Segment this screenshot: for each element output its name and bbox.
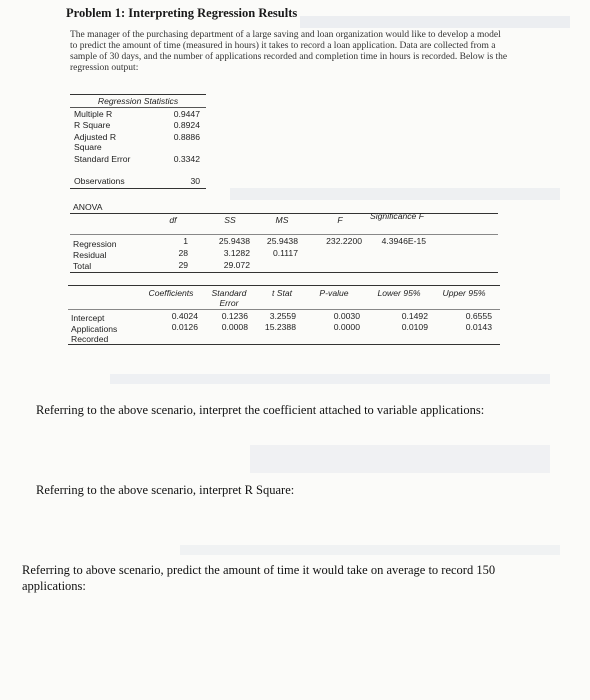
anova-label: ANOVA	[73, 202, 103, 212]
anova-row-label: Total	[73, 261, 92, 271]
coef-header-coefficients: Coefficients	[148, 288, 194, 298]
regression-statistics-table	[70, 94, 206, 192]
coefficients-table	[68, 285, 500, 347]
anova-header-significance-f: Significance F	[370, 211, 424, 221]
coef-p-value: 0.0000	[333, 322, 360, 332]
anova-df: 28	[178, 248, 188, 258]
coef-value: 0.4024	[171, 311, 198, 321]
background-watermark	[300, 16, 570, 28]
anova-ms: 0.1117	[272, 248, 298, 258]
anova-f: 232.2200	[326, 236, 362, 246]
problem-title: Problem 1: Interpreting Regression Results	[66, 6, 298, 20]
anova-header-df: df	[169, 215, 177, 225]
coef-header-standard-error: Standard Error	[211, 288, 247, 308]
stat-value: 0.8924	[173, 120, 200, 130]
coef-t-stat: 15.2388	[264, 322, 296, 332]
question-r-square-interpretation: Referring to the above scenario, interpret R Square:	[36, 483, 295, 497]
question-predict-150-applications: Referring to above scenario, predict the amount of time it would take on average to record 150 applications:	[22, 563, 496, 593]
anova-table	[70, 202, 498, 274]
background-watermark	[230, 188, 560, 200]
coef-header-lower-95: Lower 95%	[377, 288, 421, 298]
background-watermark	[250, 445, 550, 473]
coef-row-label: Applications Recorded	[71, 324, 118, 344]
stat-label: Adjusted R Square	[74, 132, 117, 152]
stat-value: 0.8886	[173, 132, 200, 142]
stat-value: 0.3342	[173, 154, 200, 164]
coef-upper-95: 0.6555	[465, 311, 492, 321]
anova-ms: 25.9438	[266, 236, 298, 246]
coef-header-p-value: P-value	[319, 288, 349, 298]
stat-value: 30	[190, 176, 200, 186]
coef-value: 0.0126	[171, 322, 198, 332]
anova-ss: 3.1282	[223, 248, 250, 258]
background-watermark	[110, 374, 550, 384]
anova-row-label: Regression	[73, 239, 117, 249]
coef-lower-95: 0.1492	[401, 311, 428, 321]
stat-label: R Square	[74, 120, 111, 130]
stat-label: Observations	[74, 176, 125, 186]
coef-standard-error: 0.1236	[221, 311, 248, 321]
anova-header-ss: SS	[224, 215, 236, 225]
coef-row-label: Intercept	[71, 313, 105, 323]
regression-statistics-header: Regression Statistics	[97, 96, 179, 106]
coef-p-value: 0.0030	[333, 311, 360, 321]
scenario-paragraph: The manager of the purchasing department of a large saving and loan organization would like to develop a model to predict the amount of time (measured in hours) it takes to record a loan application. Data are collected from a sample of 30 days, and the number of applications recorded and completion time in hours is recorded. Below is the regression output:	[70, 30, 508, 73]
coef-standard-error: 0.0008	[221, 322, 248, 332]
anova-header-f: F	[337, 215, 343, 225]
anova-ss: 29.072	[223, 260, 250, 270]
coef-header-t-stat: t Stat	[271, 288, 293, 298]
coef-t-stat: 3.2559	[269, 311, 296, 321]
anova-ss: 25.9438	[218, 236, 250, 246]
coef-header-upper-95: Upper 95%	[442, 288, 486, 298]
stat-value: 0.9447	[173, 109, 200, 119]
anova-df: 29	[178, 260, 188, 270]
question-coefficient-interpretation: Referring to the above scenario, interpret the coefficient attached to variable applications:	[36, 403, 485, 417]
coef-lower-95: 0.0109	[401, 322, 428, 332]
anova-row-label: Residual	[73, 250, 107, 260]
stat-label: Multiple R	[74, 109, 113, 119]
background-watermark	[180, 545, 560, 555]
coef-upper-95: 0.0143	[465, 322, 492, 332]
anova-df: 1	[183, 236, 188, 246]
anova-significance-f: 4.3946E-15	[381, 236, 426, 246]
anova-header-ms: MS	[275, 215, 289, 225]
stat-label: Standard Error	[74, 154, 131, 164]
